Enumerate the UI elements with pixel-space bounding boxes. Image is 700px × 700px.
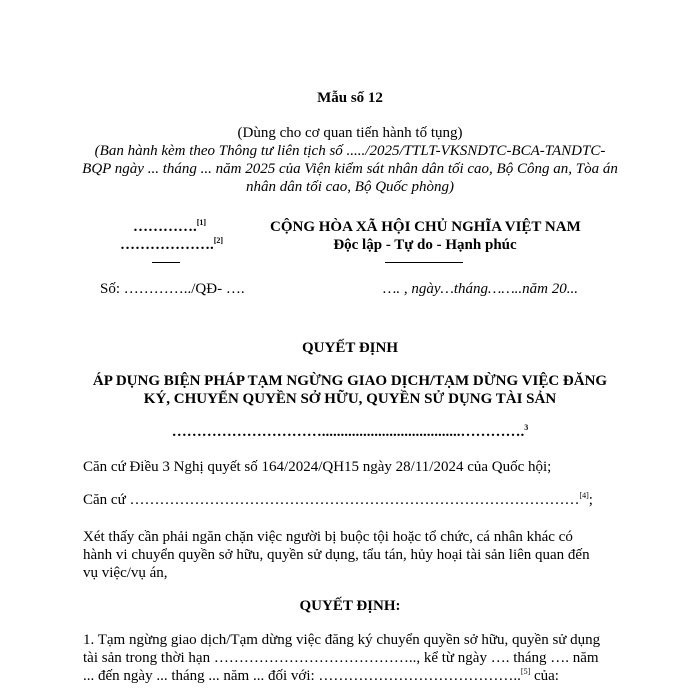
document-title-line-1: ÁP DỤNG BIỆN PHÁP TẠM NGỪNG GIAO DỊCH/TẠM DỪNG VIỆC ĐĂNG (92, 373, 608, 389)
issued-by-line-3: nhân dân tối cao, Bộ Quốc phòng) (246, 179, 454, 195)
left-header-divider (152, 262, 180, 263)
form-number: Mẫu số 12 (317, 90, 383, 106)
considering-paragraph: Xét thấy cần phải ngăn chặn việc người bị buộc tội hoặc tổ chức, cá nhân khác có hành vi chuyển quyền sở hữu, quyền sử dụng, tẩu tán, hủy hoại tài sản liên quan đến vụ việc/vụ án, (83, 529, 590, 581)
right-header-divider (385, 262, 463, 263)
agency-line-2: ……………….[2] (120, 236, 224, 253)
national-motto: Độc lập - Tự do - Hạnh phúc (333, 237, 517, 253)
issued-by-line-2: BQP ngày ... tháng ... năm 2025 của Viện kiểm sát nhân dân tối cao, Bộ Công an, Tòa án (82, 161, 618, 177)
usage-note: (Dùng cho cơ quan tiến hành tố tụng) (237, 125, 463, 141)
document-type: QUYẾT ĐỊNH (302, 340, 398, 356)
decision-number: Số: …………../QĐ- …. (100, 281, 245, 297)
country-name: CỘNG HÒA XÃ HỘI CHỦ NGHĨA VIỆT NAM (270, 219, 581, 235)
legal-basis-2: Căn cứ ………………………………………………………………………………[4]; (83, 491, 593, 508)
title-blank: ………………………….....................................………….$^3$ (171, 423, 529, 440)
article-1: 1. Tạm ngừng giao dịch/Tạm dừng việc đăng ký chuyển quyền sở hữu, quyền sử dụng tài sản trong thời hạn ………………………………….., kể từ ngày …. tháng …. năm ... đến ngày ... tháng ... năm ... đối với: …………………………………..[5] của: (83, 632, 601, 684)
place-date: …. , ngày…tháng……..năm 20... (383, 281, 579, 297)
document-title-line-2: KÝ, CHUYỂN QUYỀN SỞ HỮU, QUYỀN SỬ DỤNG TÀI SẢN (143, 391, 557, 407)
decision-heading: QUYẾT ĐỊNH: (299, 598, 401, 614)
legal-basis-1: Căn cứ Điều 3 Nghị quyết số 164/2024/QH15 ngày 28/11/2024 của Quốc hội; (83, 459, 552, 475)
issued-by-line-1: (Ban hành kèm theo Thông tư liên tịch số ...../2025/TTLT-VKSNDTC-BCA-TANDTC- (94, 143, 606, 159)
agency-line-1: ………….[1] (133, 218, 207, 235)
